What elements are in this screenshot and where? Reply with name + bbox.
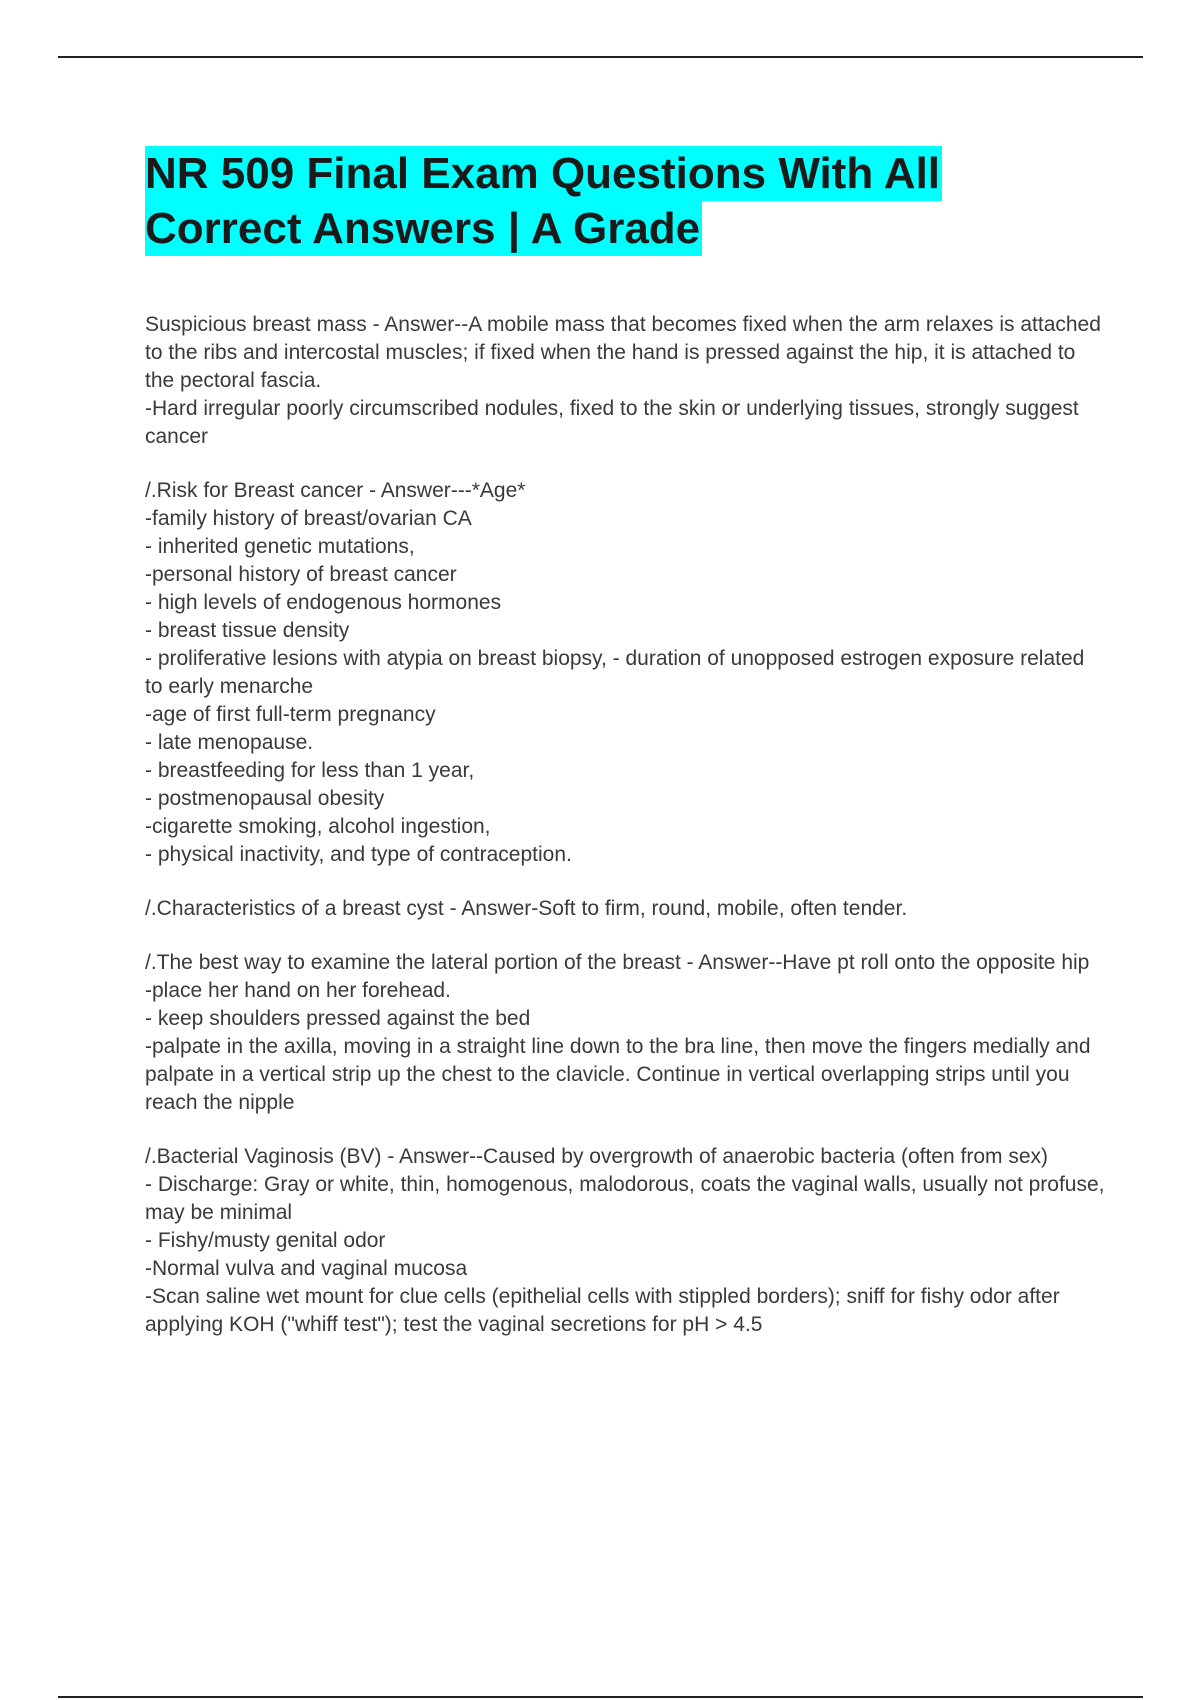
text-line: /.Risk for Breast cancer - Answer---*Age*: [145, 479, 526, 502]
text-line: -Normal vulva and vaginal mucosa: [145, 1257, 468, 1280]
text-line: /.Bacterial Vaginosis (BV) - Answer--Caused by overgrowth of anaerobic bacteria (often from sex): [145, 1145, 1048, 1168]
text-line: Suspicious breast mass - Answer--A mobile mass that becomes fixed when the arm relaxes is attached to the ribs and intercostal muscles; if fixed when the hand is pressed against the hip, it is attached to the pectoral fascia.: [145, 313, 1107, 392]
text-line: -cigarette smoking, alcohol ingestion,: [145, 815, 491, 838]
text-line: /.The best way to examine the lateral portion of the breast - Answer--Have pt roll onto the opposite hip: [145, 951, 1090, 974]
text-line: -place her hand on her forehead.: [145, 979, 451, 1002]
text-line: /.Characteristics of a breast cyst - Answer-Soft to firm, round, mobile, often tender.: [145, 897, 908, 920]
text-line: - late menopause.: [145, 731, 314, 754]
text-line: - breastfeeding for less than 1 year,: [145, 759, 475, 782]
text-line: -family history of breast/ovarian CA: [145, 507, 472, 530]
text-line: -palpate in the axilla, moving in a straight line down to the bra line, then move the fingers medially and palpate in a vertical strip up the chest to the clavicle. Continue in vertical overlapping strips until you reach the nipple: [145, 1035, 1097, 1114]
title-line-1: NR 509 Final Exam Questions With All: [145, 146, 942, 201]
document-title: [145, 146, 1105, 256]
text-line: - inherited genetic mutations,: [145, 535, 415, 558]
qa-entry-breast-cyst: [145, 895, 1105, 923]
text-line: - keep shoulders pressed against the bed: [145, 1007, 531, 1030]
footer-rule: [58, 1696, 1143, 1698]
header-rule: [58, 56, 1143, 58]
qa-entry-breast-cancer-risk: [145, 477, 1105, 869]
text-line: -Scan saline wet mount for clue cells (epithelial cells with stippled borders); sniff for fishy odor after applying KOH ("whiff test"); test the vaginal secretions for pH > 4.5: [145, 1285, 1066, 1336]
text-line: - physical inactivity, and type of contraception.: [145, 843, 572, 866]
text-line: - Discharge: Gray or white, thin, homogenous, malodorous, coats the vaginal walls, usually not profuse, may be minimal: [145, 1173, 1111, 1224]
text-line: - Fishy/musty genital odor: [145, 1229, 386, 1252]
document-body: [145, 311, 1111, 1365]
title-line-2: Correct Answers | A Grade: [145, 201, 702, 256]
qa-entry-bacterial-vaginosis: [145, 1143, 1111, 1339]
qa-entry-suspicious-breast-mass: [145, 311, 1105, 451]
qa-entry-lateral-breast-exam: [145, 949, 1105, 1117]
text-line: -age of first full-term pregnancy: [145, 703, 436, 726]
text-line: - high levels of endogenous hormones: [145, 591, 502, 614]
text-line: -personal history of breast cancer: [145, 563, 457, 586]
text-line: - breast tissue density: [145, 619, 350, 642]
text-line: -Hard irregular poorly circumscribed nodules, fixed to the skin or underlying tissues, strongly suggest cancer: [145, 397, 1085, 448]
text-line: - postmenopausal obesity: [145, 787, 385, 810]
text-line: - proliferative lesions with atypia on breast biopsy, - duration of unopposed estrogen exposure related to early menarche: [145, 647, 1091, 698]
